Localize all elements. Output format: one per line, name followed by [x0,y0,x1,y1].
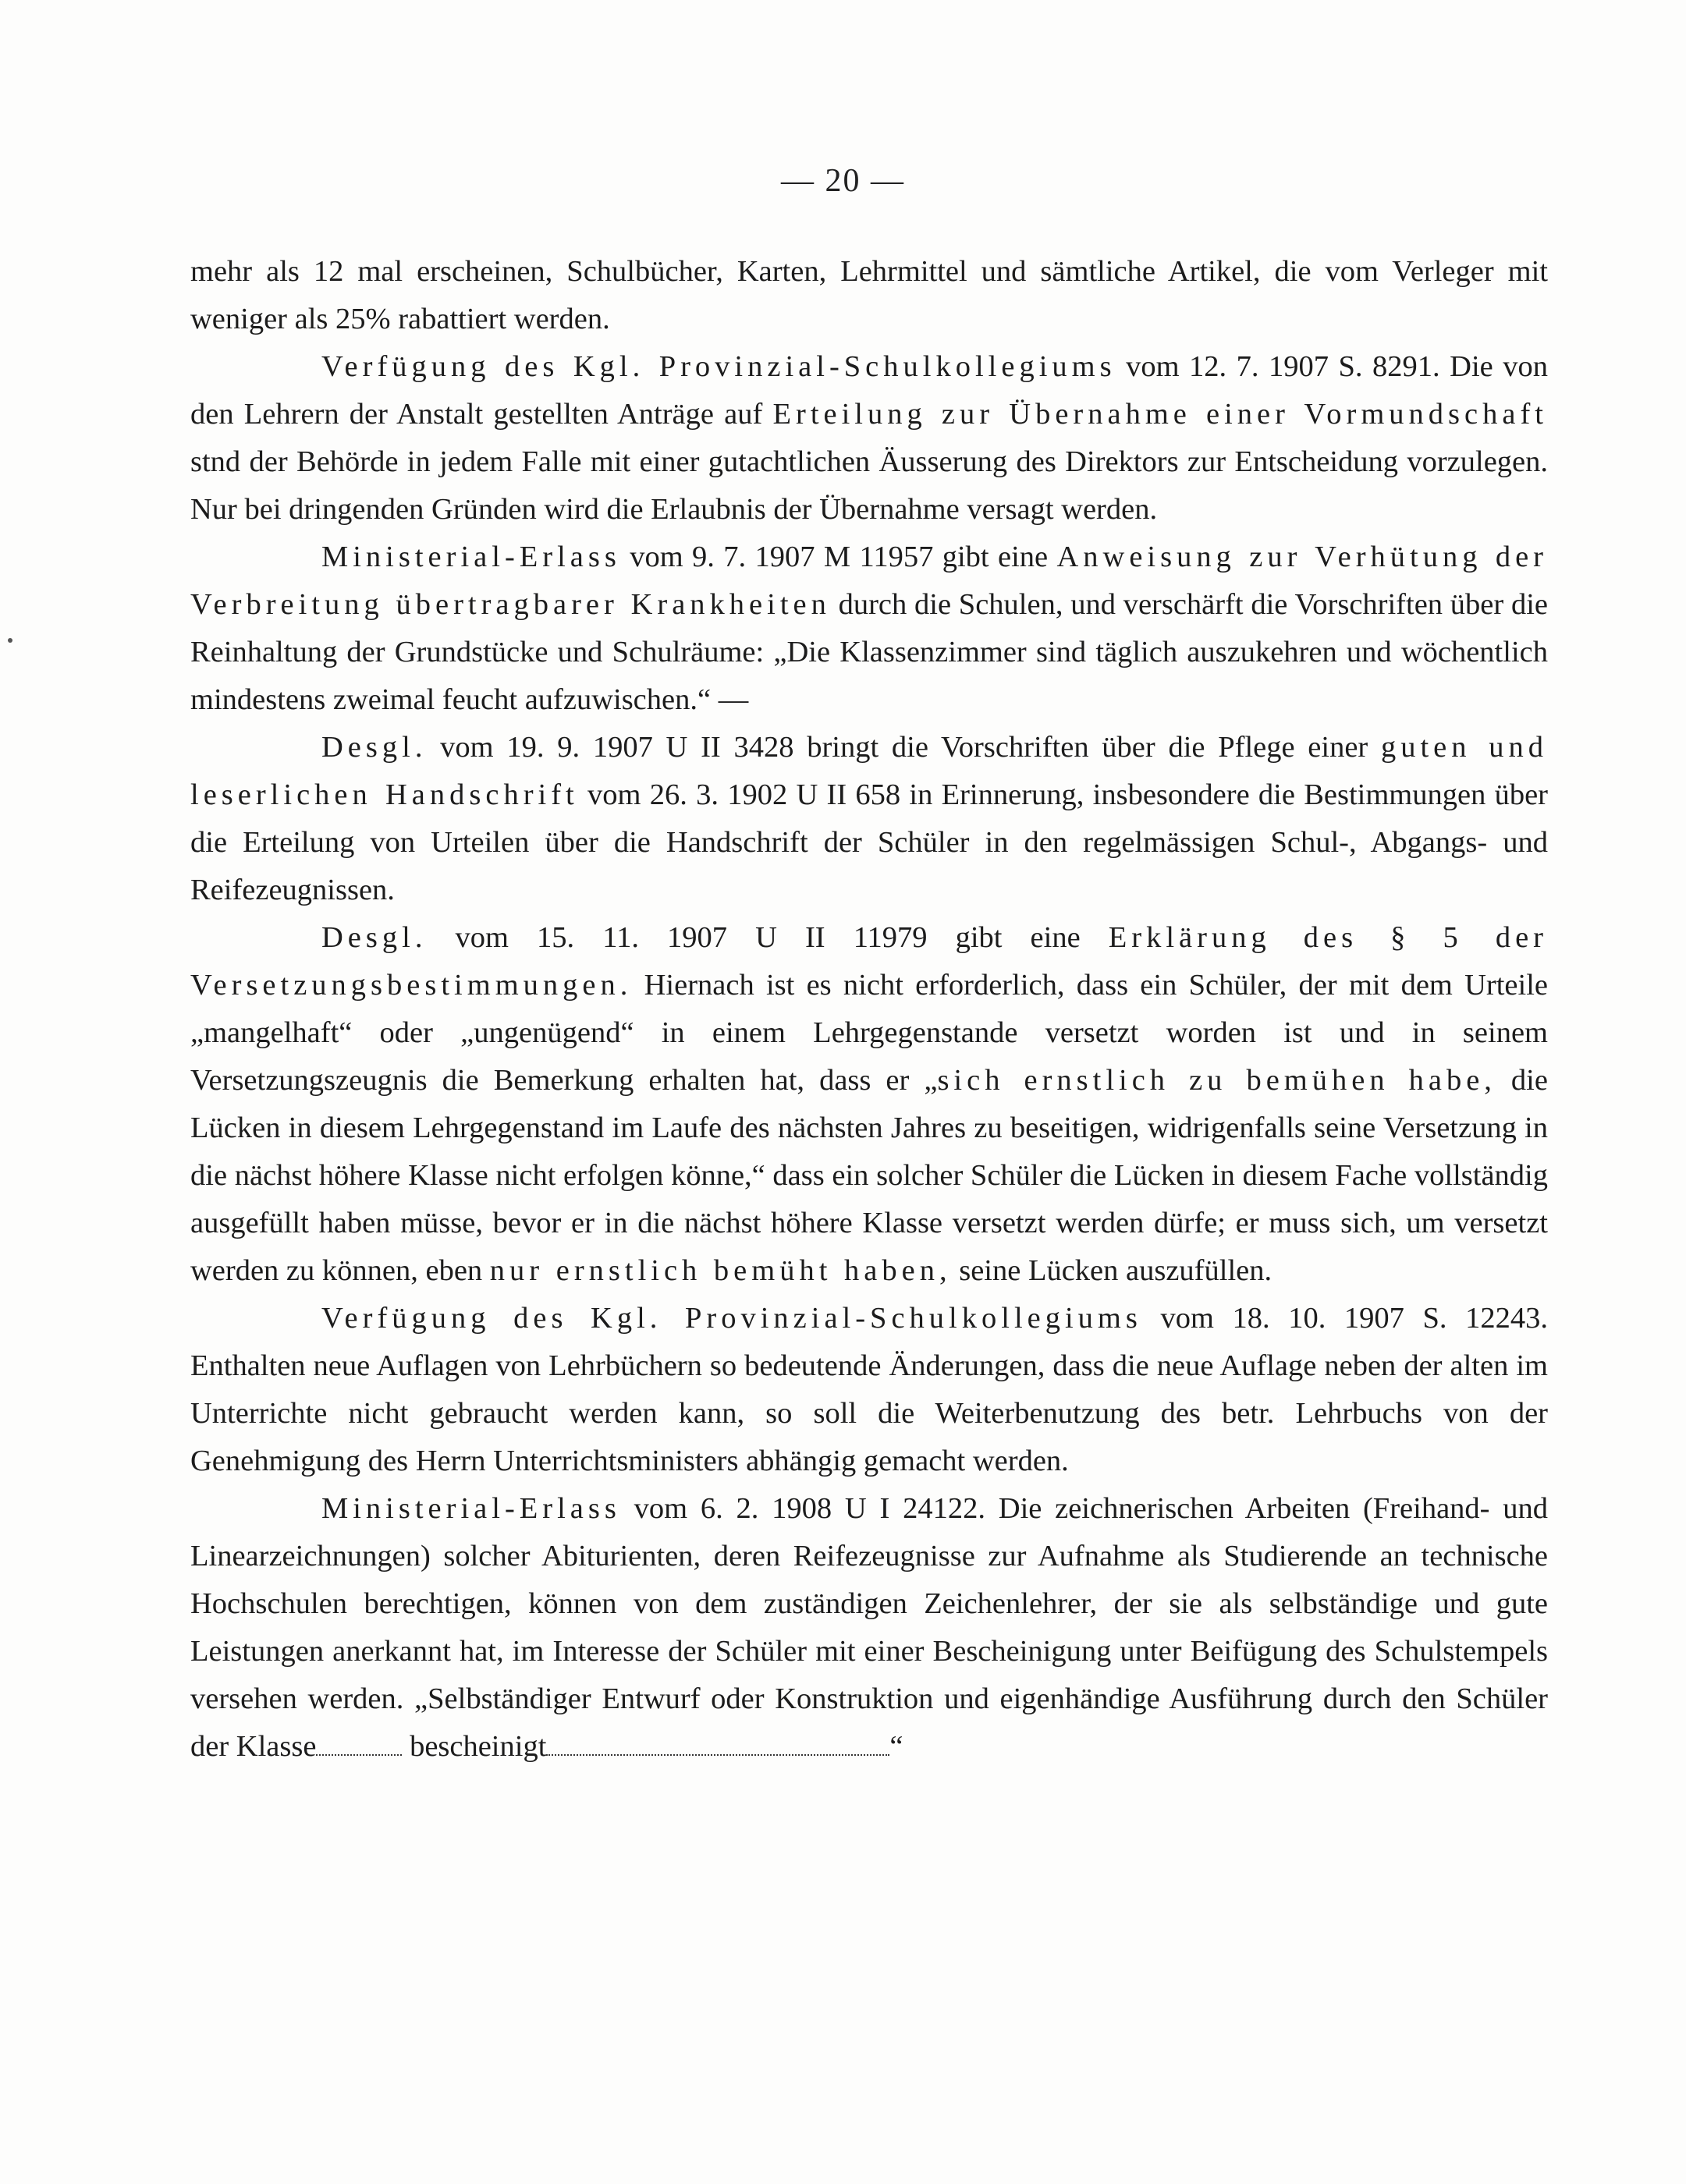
spaced-emphasis: Erteilung zur Übernahme einer Vormundschaft [772,398,1548,431]
paragraph-ministerial-erlass-1908-02 [190,1485,1548,1771]
spaced-heading: Verfügung des Kgl. Provinzial-Schulkollegiums [321,1302,1142,1335]
text-segment: “ [889,1730,903,1763]
spaced-heading: Ministerial-Erlass [321,541,621,573]
text-segment: vom 12. 7. 1907 S. 8291. Die von den Lehrern der Anstalt gestellten Anträge auf [190,350,1548,431]
spaced-heading: Desgl. [321,921,428,954]
spaced-emphasis: Anweisung zur Verhütung der Verbreitung übertragbarer Krankheiten [190,541,1548,621]
spaced-emphasis: Erklärung des § 5 der Versetzungsbestimmungen. [190,921,1548,1002]
margin-dot [8,638,12,643]
paragraph-desgl-1907-09 [190,724,1548,914]
page-number: — 20 — [781,163,905,199]
text-segment: vom 18. 10. 1907 S. 12243. Enthalten neue Auflagen von Lehrbüchern so bedeutende Änderungen, dass die neue Auflage neben der alten im Unterrichte nicht gebraucht werden kann, so soll die Weiterbenutzung des betr. Lehrbuchs von der Genehmigung des Herrn Unterrichtsministers abhängig gemacht werden. [190,1302,1548,1477]
paragraph-ministerial-erlass-1907-07 [190,534,1548,724]
spaced-emphasis: nur ernstlich bemüht haben, [489,1254,952,1287]
text-segment: vom 19. 9. 1907 U II 3428 bringt die Vorschriften über die Pflege einer [427,731,1381,764]
text-segment: rabattiert werden. [390,303,610,335]
text-segment: vom 6. 2. 1908 U I 24122. Die zeichnerischen Arbeiten (Freihand- und Linearzeichnungen) solcher Abiturienten, deren Reifezeugnisse zur Aufnahme als Studierende an technische Hochschulen berechtigen, können von dem zuständigen Zeichenlehrer, der sie als selbständige und gute Leistungen anerkannt hat, im Interesse der Schüler mit einer Bescheinigung unter Beifügung des Schulstempels versehen werden. „Selbständiger Entwurf oder Konstruktion und eigenhändige Ausführung durch den Schüler der Klasse [190,1492,1548,1763]
spaced-emphasis: guten und leserlichen Handschrift [190,731,1548,811]
text-segment: vom 9. 7. 1907 M 11957 gibt eine [620,541,1057,573]
text-segment: mehr als 12 mal erscheinen, Schulbücher, Karten, Lehrmittel und sämtliche Artikel, die vom Verleger mit weniger als 25% [190,255,1548,335]
paragraph-verfuegung-1907-10 [190,1295,1548,1485]
text-segment: seine Lücken auszufüllen. [951,1254,1272,1287]
body-text [190,248,1548,1771]
text-segment: durch die Schulen, und verschärft die Vorschriften über die Reinhaltung der Grundstücke und Schulräume: „Die Klassenzimmer sind täglich auszukehren und wöchentlich mindestens zweimal feucht aufzuwischen.“ — [190,588,1548,716]
paragraph-continuation [190,248,1548,343]
paragraph-desgl-1907-11 [190,914,1548,1295]
text-segment: die Lücken in diesem Lehrgegenstand im Laufe des nächsten Jahres zu beseitigen, widrigenfalls seine Versetzung in die nächst höhere Klasse nicht erfolgen könne,“ dass ein solcher Schüler die Lücken in diesem Fache vollständig ausgefüllt haben müsse, bevor er in die nächst höhere Klasse versetzt werden dürfe; er muss sich, um versetzt werden zu können, eben [190,1064,1548,1287]
text-segment: vom 15. 11. 1907 U II 11979 gibt eine [427,921,1109,954]
text-segment: vom 26. 3. 1902 U II 658 in Erinnerung, insbesondere die Bestimmungen über die Erteilung von Urteilen über die Handschrift der Schüler in den regelmässigen Schul-, Abgangs- und Reifezeugnissen. [190,778,1548,906]
dotted-blank-line [546,1727,889,1756]
dotted-blank-line [316,1727,402,1756]
paragraph-verfuegung-1907-07 [190,343,1548,534]
spaced-emphasis: sich ernstlich zu bemühen habe, [937,1064,1496,1097]
spaced-heading: Verfügung des Kgl. Provinzial-Schulkollegiums [321,350,1116,383]
text-segment: Hiernach ist es nicht erforderlich, dass ein Schüler, der mit dem Urteile „mangelhaft“ oder „ungenügend“ in einem Lehrgegenstande versetzt worden ist und in seinem Versetzungszeugnis die Bemerkung erhalten hat, dass er „ [190,969,1548,1097]
text-segment: bescheinigt [402,1730,547,1763]
spaced-heading: Ministerial-Erlass [321,1492,621,1525]
text-segment: stnd der Behörde in jedem Falle mit einer gutachtlichen Äusserung des Direktors zur Entscheidung vorzulegen. Nur bei dringenden Gründen wird die Erlaubnis der Übernahme versagt werden. [190,445,1548,526]
spaced-heading: Desgl. [321,731,428,764]
